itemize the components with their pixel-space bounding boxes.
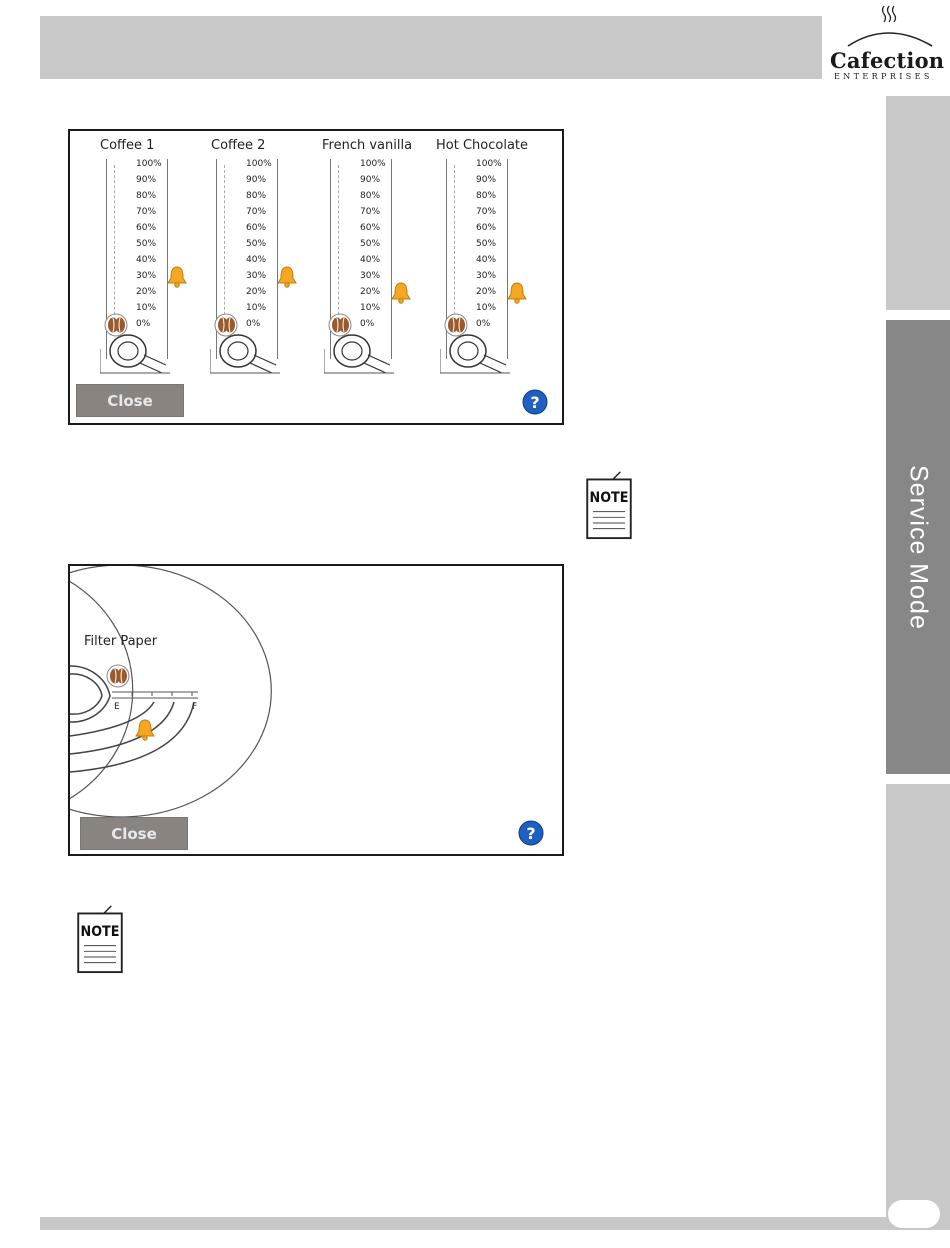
footer-bar — [40, 1217, 886, 1230]
side-tab-label: Service Mode — [904, 464, 933, 630]
bell-icon[interactable] — [276, 265, 298, 289]
coffee-bean-icon — [106, 664, 130, 688]
steam-icon — [826, 0, 950, 50]
gauge-tick-label: 20% — [476, 287, 497, 297]
gauge-inner-line — [224, 165, 225, 335]
note-label: NOTE — [589, 490, 629, 507]
filter-roll-graphic — [70, 566, 562, 854]
svg-text:?: ? — [526, 824, 536, 843]
gauge-tick-label: 10% — [476, 303, 497, 313]
bell-icon[interactable] — [390, 281, 412, 305]
gauge-tick-label: 70% — [136, 207, 157, 217]
gauge-tick-label: 80% — [476, 191, 497, 201]
gauge-tick-label: 50% — [246, 239, 267, 249]
gauge-tick-label: 20% — [246, 287, 267, 297]
canister-levels-screen — [68, 129, 564, 425]
svg-text:?: ? — [530, 393, 540, 412]
help-icon[interactable] — [522, 389, 548, 415]
gauge-inner-line — [454, 165, 455, 335]
gauge-tick-label: 100% — [246, 159, 272, 169]
gauge-tick-label: 60% — [246, 223, 267, 233]
gauge-tick-label: 10% — [136, 303, 157, 313]
brand-logo — [826, 0, 950, 88]
canister-hopper-graphic — [100, 329, 170, 379]
gauge-tick-label: 10% — [246, 303, 267, 313]
close-button[interactable]: Close — [76, 384, 184, 417]
help-icon[interactable] — [518, 820, 544, 846]
header-bar — [40, 16, 822, 79]
gauge-tick-label: 30% — [136, 271, 157, 281]
gauge-tick-label: 70% — [360, 207, 381, 217]
canister-label: Coffee 2 — [211, 138, 266, 153]
bell-icon — [134, 718, 156, 742]
gauge-inner-line — [338, 165, 339, 335]
gauge-tick-label: 40% — [360, 255, 381, 265]
gauge-tick-label: 30% — [246, 271, 267, 281]
gauge-tick-label: 40% — [476, 255, 497, 265]
close-button[interactable]: Close — [80, 817, 188, 850]
bell-icon[interactable] — [506, 281, 528, 305]
gauge-tick-label: 90% — [136, 175, 157, 185]
page-number-badge — [888, 1200, 940, 1228]
gauge-tick-label: 40% — [246, 255, 267, 265]
gauge-tick-label: 100% — [136, 159, 162, 169]
gauge-tick-label: 0% — [360, 319, 375, 329]
gauge-tick-label: 80% — [246, 191, 267, 201]
gauge-tick-label: 60% — [476, 223, 497, 233]
gauge-tick-label: 50% — [360, 239, 381, 249]
gauge-tick-label: 90% — [360, 175, 381, 185]
gauge-tick-label: 20% — [136, 287, 157, 297]
gauge-tick-label: 80% — [136, 191, 157, 201]
side-tab-upper[interactable] — [886, 96, 950, 310]
gauge-inner-line — [114, 165, 115, 335]
gauge-tick-label: 50% — [476, 239, 497, 249]
canister-hopper-graphic — [440, 329, 510, 379]
side-tab-label-wrap — [886, 320, 950, 774]
gauge-tick-label: 90% — [246, 175, 267, 185]
gauge-tick-label: 100% — [360, 159, 386, 169]
note-icon — [583, 470, 635, 540]
bell-icon[interactable] — [166, 265, 188, 289]
gauge-tick-label: 80% — [360, 191, 381, 201]
gauge-tick-label: 10% — [360, 303, 381, 313]
note-icon — [74, 904, 126, 974]
gauge-tick-label: 70% — [476, 207, 497, 217]
gauge-tick-label: 30% — [360, 271, 381, 281]
gauge-tick-label: 50% — [136, 239, 157, 249]
canister-hopper-graphic — [324, 329, 394, 379]
brand-name: Cafection — [830, 48, 945, 73]
side-tab-lower[interactable] — [886, 784, 950, 1230]
gauge-tick-label: 40% — [136, 255, 157, 265]
gauge-tick-label: 0% — [476, 319, 491, 329]
scale-start-label: E — [114, 702, 120, 712]
gauge-tick-label: 60% — [136, 223, 157, 233]
note-label: NOTE — [80, 924, 120, 941]
scale-end-label: F — [192, 702, 198, 712]
gauge-tick-label: 20% — [360, 287, 381, 297]
brand-tagline: ENTERPRISES — [834, 72, 933, 81]
filter-paper-label: Filter Paper — [84, 634, 158, 649]
gauge-tick-label: 0% — [136, 319, 151, 329]
gauge-tick-label: 60% — [360, 223, 381, 233]
gauge-tick-label: 30% — [476, 271, 497, 281]
canister-label: Coffee 1 — [100, 138, 155, 153]
gauge-tick-label: 90% — [476, 175, 497, 185]
gauge-tick-label: 0% — [246, 319, 261, 329]
filter-paper-screen — [68, 564, 564, 856]
gauge-tick-label: 100% — [476, 159, 502, 169]
canister-hopper-graphic — [210, 329, 280, 379]
gauge-tick-label: 70% — [246, 207, 267, 217]
canister-label: French vanilla — [322, 138, 413, 153]
canister-label: Hot Chocolate — [436, 138, 529, 153]
